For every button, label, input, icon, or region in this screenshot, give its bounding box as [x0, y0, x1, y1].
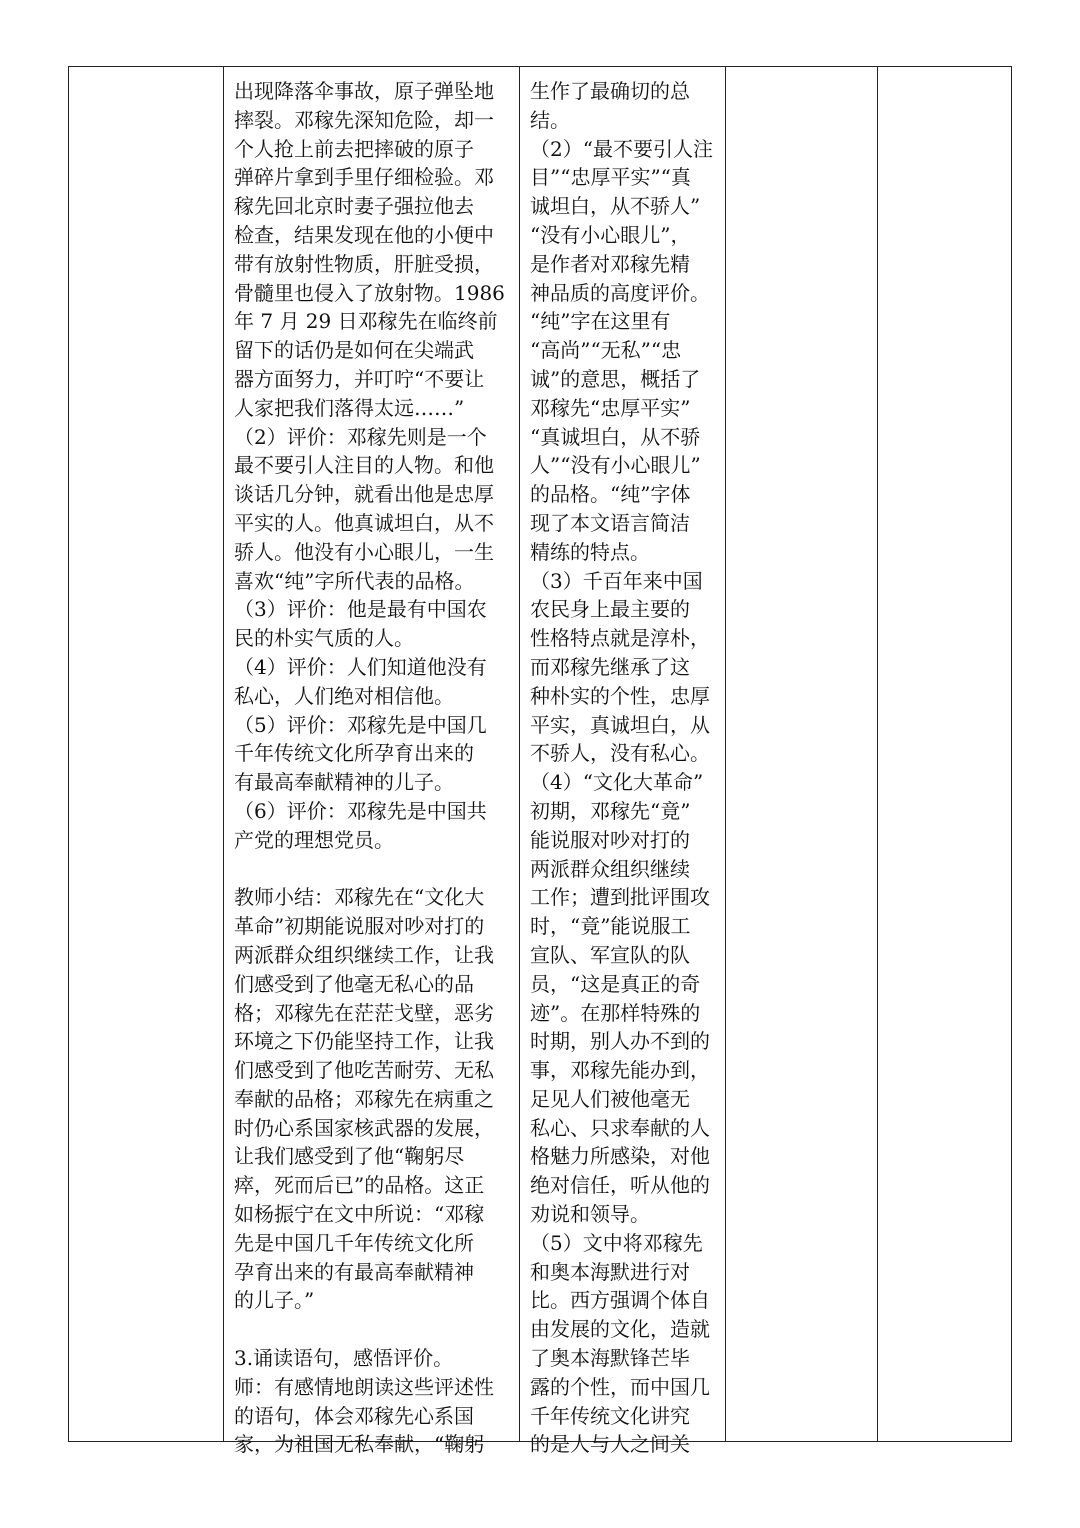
text-line: 了奥本海默锋芒毕 — [530, 1346, 690, 1371]
text-line: 私心、只求奉献的人 — [530, 1115, 710, 1140]
text-line: （4）评价：人们知道他没有 — [234, 654, 487, 679]
text-line: 革命”初期能说服对吵对打的 — [234, 914, 485, 939]
text-line: 有最高奉献精神的儿子。 — [234, 770, 454, 795]
text-line: 迹”。在那样特殊的 — [530, 1000, 701, 1025]
text-line: 平实，真诚坦白，从 — [530, 712, 710, 737]
text-line: （3）千百年来中国 — [530, 568, 703, 593]
text-line: 人家把我们落得太远……” — [234, 395, 465, 420]
text-line: 宣队、军宣队的队 — [530, 942, 690, 967]
text-line: 器方面努力，并叮咛“不要让 — [234, 366, 485, 391]
text-line: 员，“这是真正的奇 — [530, 971, 701, 996]
text-line: 民的朴实气质的人。 — [234, 626, 414, 651]
text-line: 性格特点就是淳朴， — [530, 626, 710, 651]
text-line: （3）评价：他是最有中国农 — [234, 597, 487, 622]
text-line: 出现降落伞事故，原子弹坠地 — [234, 79, 494, 103]
text-line: 最不要引人注目的人物。和他 — [234, 453, 494, 478]
text-line: 两派群众组织继续 — [530, 856, 690, 881]
text-line: 摔裂。邓稼先深知危险，却一 — [234, 107, 494, 132]
text-line: 稼先回北京时妻子强拉他去 — [234, 194, 474, 219]
text-line: 目”“忠厚平实”“真 — [530, 165, 691, 190]
table-column-2 — [224, 67, 520, 1457]
lesson-plan-table — [68, 66, 1012, 1457]
text-line: 能说服对吵对打的 — [530, 827, 690, 852]
text-line: 事，邓稼先能办到， — [530, 1058, 710, 1083]
text-line: 工作；遭到批评围攻 — [530, 885, 710, 910]
text-line: 精练的特点。 — [530, 539, 650, 564]
text-line: 教师小结：邓稼先在“文化大 — [234, 885, 485, 910]
text-line: 初期，邓稼先“竟” — [530, 798, 691, 823]
text-line: 孕育出来的有最高奉献精神 — [234, 1259, 474, 1284]
table-column-4 — [726, 67, 878, 1441]
text-line: 现了本文语言简洁 — [530, 510, 690, 535]
text-line: 先是中国几千年传统文化所 — [234, 1230, 474, 1255]
text-line: 平实的人。他真诚坦白，从不 — [234, 510, 494, 535]
text-line: 邓稼先“忠厚平实” — [530, 395, 691, 420]
text-line: 留下的话仍是如何在尖端武 — [234, 338, 474, 363]
text-line: 的是人与人之间关 — [530, 1432, 690, 1457]
text-line: 人”“没有小心眼儿” — [530, 453, 701, 478]
text-line: 是作者对邓稼先精 — [530, 251, 690, 276]
text-line: 骄人。他没有小心眼儿，一生 — [234, 539, 494, 564]
text-line: （2）“最不要引人注 — [530, 136, 713, 161]
text-line: 个人抢上前去把摔破的原子 — [234, 136, 474, 161]
text-line: “纯”字在这里有 — [530, 309, 671, 334]
text-line: 诚”的意思，概括了 — [530, 366, 701, 391]
text-line: 私心，人们绝对相信他。 — [234, 683, 454, 708]
text-line: 由发展的文化，造就 — [530, 1317, 710, 1342]
text-line: 3.诵读语句，感悟评价。 — [234, 1346, 454, 1371]
text-line: 的儿子。” — [234, 1288, 315, 1313]
table-column-3 — [520, 67, 726, 1457]
text-line: 不骄人，没有私心。 — [530, 741, 710, 766]
text-line: 千年传统文化所孕育出来的 — [234, 741, 474, 766]
text-line: 时期，别人办不到的 — [530, 1029, 710, 1054]
text-line: 诚坦白，从不骄人” — [530, 194, 701, 219]
text-line: “高尚”“无私”“忠 — [530, 338, 682, 363]
text-line: （5）评价：邓稼先是中国几 — [234, 712, 487, 737]
text-line: 带有放射性物质，肝脏受损， — [234, 251, 494, 276]
text-line: 和奥本海默进行对 — [530, 1259, 690, 1284]
blank-line — [234, 855, 513, 884]
text-line: 两派群众组织继续工作，让我 — [234, 942, 494, 967]
text-line: “真诚坦白，从不骄 — [530, 424, 701, 449]
text-line: 露的个性，而中国几 — [530, 1374, 710, 1399]
text-line: 谈话几分钟，就看出他是忠厚 — [234, 482, 494, 507]
text-line: 奉献的品格；邓稼先在病重之 — [234, 1086, 494, 1111]
text-line: 们感受到了他吃苦耐劳、无私 — [234, 1058, 494, 1083]
table-column-1 — [69, 67, 224, 1441]
text-line: 骨髓里也侵入了放射物。1986 — [234, 280, 505, 305]
text-line: 如杨振宁在文中所说：“邓稼 — [234, 1202, 485, 1227]
teaching-process-text — [234, 77, 513, 1459]
text-line: 的语句，体会邓稼先心系国 — [234, 1403, 474, 1428]
text-line: （5）文中将邓稼先 — [530, 1230, 703, 1255]
analysis-text — [530, 77, 719, 1459]
text-line: （2）评价：邓稼先则是一个 — [234, 424, 487, 449]
text-line: 结。 — [530, 107, 570, 132]
text-line: 们感受到了他毫无私心的品 — [234, 971, 474, 996]
text-line: 弹碎片拿到手里仔细检验。邓 — [234, 165, 494, 190]
text-line: 环境之下仍能坚持工作，让我 — [234, 1029, 494, 1054]
text-line: 格；邓稼先在茫茫戈壁，恶劣 — [234, 1000, 494, 1025]
text-line: 喜欢“纯”字所代表的品格。 — [234, 568, 475, 593]
text-line: 检查，结果发现在他的小便中 — [234, 222, 494, 247]
text-line: 时，“竟”能说服工 — [530, 914, 691, 939]
text-line: 时仍心系国家核武器的发展， — [234, 1115, 494, 1140]
text-line: “没有小心眼儿”， — [530, 222, 691, 247]
text-line: 师：有感情地朗读这些评述性 — [234, 1374, 494, 1399]
table-column-5 — [878, 67, 1011, 1441]
text-line: （6）评价：邓稼先是中国共 — [234, 798, 487, 823]
text-line: 而邓稼先继承了这 — [530, 654, 690, 679]
text-line: 生作了最确切的总 — [530, 79, 690, 103]
text-line: 产党的理想党员。 — [234, 827, 394, 852]
text-line: 农民身上最主要的 — [530, 597, 690, 622]
text-line: 劝说和领导。 — [530, 1202, 650, 1227]
text-line: 千年传统文化讲究 — [530, 1403, 690, 1428]
text-line: 让我们感受到了他“鞠躬尽 — [234, 1144, 465, 1169]
text-line: 的品格。“纯”字体 — [530, 482, 691, 507]
text-line: 格魅力所感染，对他 — [530, 1144, 710, 1169]
text-line: 绝对信任，听从他的 — [530, 1173, 710, 1198]
text-line: 足见人们被他毫无 — [530, 1086, 690, 1111]
blank-line — [234, 1315, 513, 1344]
text-line: （4）“文化大革命” — [530, 770, 704, 795]
text-line: 家，为祖国无私奉献，“鞠躬 — [234, 1432, 485, 1457]
text-line: 瘁，死而后已”的品格。这正 — [234, 1173, 485, 1198]
text-line: 神品质的高度评价。 — [530, 280, 710, 305]
text-line: 比。西方强调个体自 — [530, 1288, 710, 1313]
text-line: 年 7 月 29 日邓稼先在临终前 — [234, 309, 498, 334]
text-line: 种朴实的个性，忠厚 — [530, 683, 710, 708]
